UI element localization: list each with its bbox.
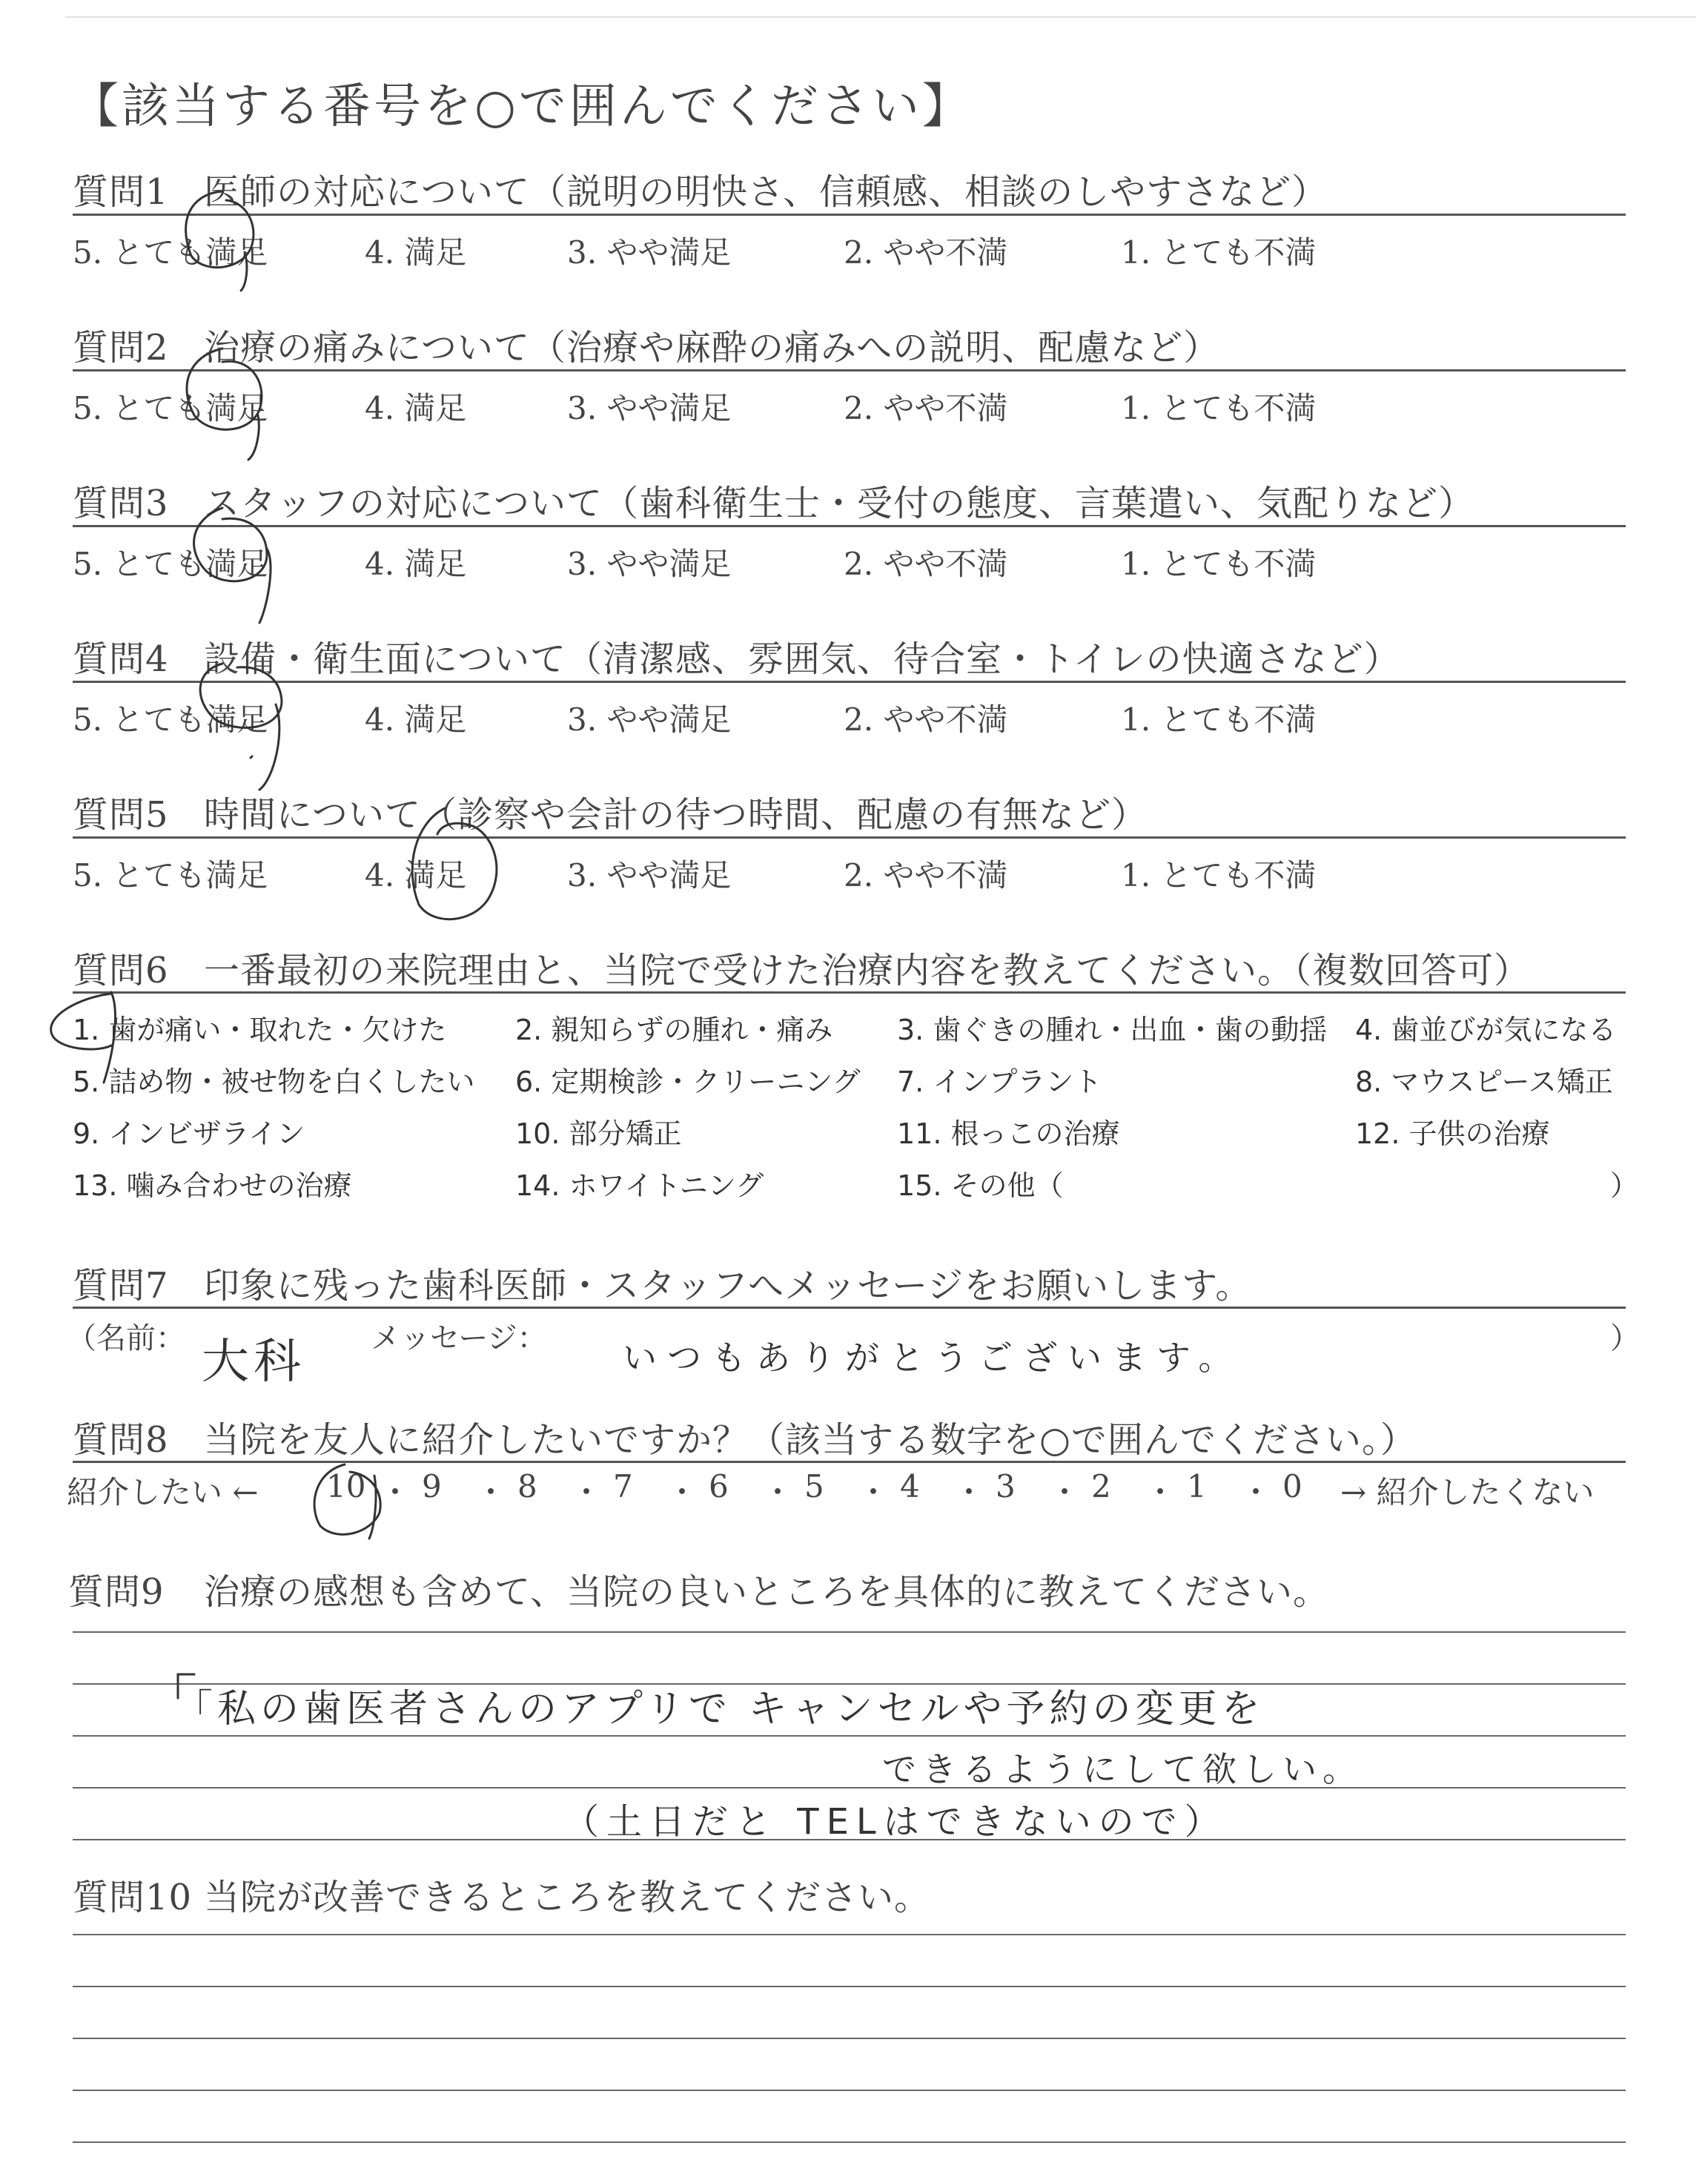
q6-option-1[interactable]: 1. 歯が痛い・取れた・欠けた	[73, 1014, 447, 1046]
form-title: 【該当する番号を○で囲んでください】	[71, 79, 973, 134]
q1-label: 質問1	[73, 171, 169, 213]
q3-option-2[interactable]: 2. やや不満	[844, 546, 1008, 582]
q3-option-4[interactable]: 4. 満足	[365, 546, 467, 582]
q7-text: 印象に残った歯科医師・スタッフへメッセージをお願いします。	[204, 1265, 1252, 1307]
q1-option-2[interactable]: 2. やや不満	[844, 234, 1008, 271]
q6-option-2[interactable]: 2. 親知らずの腫れ・痛み	[515, 1014, 833, 1046]
q6-option-9[interactable]: 9. インビザライン	[73, 1117, 305, 1150]
q8-scale-number[interactable]: 1	[1187, 1468, 1207, 1505]
q8-scale-number[interactable]: 4	[900, 1468, 920, 1505]
q7-name-label: （名前：	[67, 1321, 185, 1355]
q1-option-3[interactable]: 3. やや満足	[567, 234, 732, 271]
q1-text: 医師の対応について（説明の明快さ、信頼感、相談のしやすさなど）	[204, 171, 1328, 213]
q8-scale-number[interactable]: 3	[996, 1468, 1016, 1505]
q3-text: スタッフの対応について（歯科衛生士・受付の態度、言葉遣い、気配りなど）	[204, 483, 1475, 524]
q9-label: 質問9	[68, 1571, 165, 1613]
q3-option-5[interactable]: 5. とても満足	[73, 546, 268, 582]
q6-option-5[interactable]: 5. 詰め物・被せ物を白くしたい	[73, 1066, 475, 1098]
q4-circle-mark	[200, 664, 282, 790]
q7-message-label: メッセージ：	[371, 1321, 547, 1355]
q1-option-5[interactable]: 5. とても満足	[73, 234, 268, 271]
q2-option-3[interactable]: 3. やや満足	[567, 390, 732, 426]
q5-text: 時間について（診察や会計の待つ時間、配慮の有無など）	[204, 794, 1148, 836]
q7-label: 質問7	[73, 1265, 169, 1307]
q4-option-2[interactable]: 2. やや不満	[844, 701, 1008, 738]
q9-handwritten-line-2: できるようにして欲しい。	[882, 1749, 1363, 1789]
q5-option-2[interactable]: 2. やや不満	[844, 857, 1008, 894]
q6-option-11[interactable]: 11. 根っこの治療	[897, 1117, 1120, 1150]
q6-option-6[interactable]: 6. 定期検診・クリーニング	[515, 1066, 861, 1098]
q2-option-5[interactable]: 5. とても満足	[73, 390, 268, 426]
q8-left-label: 紹介したい ←	[67, 1474, 259, 1510]
q1-option-1[interactable]: 1. とても不満	[1121, 234, 1317, 271]
q6-circle-mark	[51, 992, 116, 1083]
q8-right-label: → 紹介したくない	[1340, 1474, 1595, 1510]
q2-text: 治療の痛みについて（治療や麻酔の痛みへの説明、配慮など）	[204, 327, 1220, 369]
q6-label: 質問6	[73, 950, 169, 991]
q8-label: 質問8	[73, 1419, 169, 1461]
q8-scale-number[interactable]: 7	[613, 1468, 633, 1505]
q8-scale-separator-dot: ・	[475, 1474, 507, 1510]
q8-scale-separator-dot: ・	[380, 1474, 411, 1510]
q6-option-15[interactable]: 15. その他（	[897, 1169, 1064, 1202]
q6-text: 一番最初の来院理由と、当院で受けた治療内容を教えてください。（複数回答可）	[204, 950, 1531, 991]
q5-option-5[interactable]: 5. とても満足	[73, 857, 268, 894]
q9-handwritten-line-3: （土日だと TELはできないので）	[563, 1801, 1228, 1843]
q8-scale-separator-dot: ・	[1145, 1474, 1176, 1510]
q9-bracket-mark	[178, 1674, 194, 1698]
q10-label: 質問10	[73, 1877, 193, 1918]
q6-option-7[interactable]: 7. インプラント	[897, 1066, 1102, 1098]
q4-text: 設備・衛生面について（清潔感、雰囲気、待合室・トイレの快適さなど）	[204, 638, 1400, 680]
q8-text: 当院を友人に紹介したいですか？（該当する数字を○で囲んでください。）	[204, 1419, 1417, 1461]
q1-option-4[interactable]: 4. 満足	[365, 234, 467, 271]
q6-option-3[interactable]: 3. 歯ぐきの腫れ・出血・歯の動揺	[897, 1014, 1328, 1046]
q4-option-1[interactable]: 1. とても不満	[1121, 701, 1317, 738]
q8-scale-number[interactable]: 5	[804, 1468, 824, 1505]
q4-option-5[interactable]: 5. とても満足	[73, 701, 268, 738]
q8-scale-separator-dot: ・	[858, 1474, 890, 1510]
q8-scale-number[interactable]: 0	[1282, 1468, 1302, 1505]
q10-text: 当院が改善できるところを教えてください。	[204, 1877, 931, 1918]
q4-label: 質問4	[73, 638, 169, 680]
q8-scale-separator-dot: ・	[1240, 1474, 1272, 1510]
q3-label: 質問3	[73, 483, 169, 524]
q2-option-1[interactable]: 1. とても不満	[1121, 390, 1317, 426]
q9-handwritten-line-1: 「私の歯医者さんのアプリで キャンセルや予約の変更を	[174, 1687, 1265, 1731]
q7-close-paren: ）	[1610, 1321, 1640, 1355]
q4-option-3[interactable]: 3. やや満足	[567, 701, 732, 738]
q8-scale-number[interactable]: 10	[326, 1468, 366, 1505]
q6-other-close-paren: ）	[1610, 1169, 1639, 1202]
q6-option-13[interactable]: 13. 噛み合わせの治療	[73, 1169, 352, 1202]
q2-circle-mark	[187, 349, 262, 460]
q5-label: 質問5	[73, 794, 169, 836]
q5-option-1[interactable]: 1. とても不満	[1121, 857, 1317, 894]
q6-option-10[interactable]: 10. 部分矯正	[515, 1117, 682, 1150]
q2-label: 質問2	[73, 327, 169, 369]
q2-option-4[interactable]: 4. 満足	[365, 390, 467, 426]
q5-option-3[interactable]: 3. やや満足	[567, 857, 732, 894]
q6-option-12[interactable]: 12. 子供の治療	[1355, 1117, 1550, 1150]
q7-handwritten-message: いつもありがとうございます。	[623, 1338, 1243, 1378]
q6-option-14[interactable]: 14. ホワイトニング	[515, 1169, 764, 1202]
q8-scale-separator-dot: ・	[666, 1474, 698, 1510]
q8-scale-number[interactable]: 2	[1091, 1468, 1111, 1505]
q1-circle-mark	[186, 191, 254, 291]
q8-scale-separator-dot: ・	[953, 1474, 985, 1510]
q8-scale-separator-dot: ・	[1049, 1474, 1081, 1510]
q5-circle-mark	[412, 808, 497, 919]
q8-scale-number[interactable]: 6	[709, 1468, 729, 1505]
q2-option-2[interactable]: 2. やや不満	[844, 390, 1008, 426]
q3-option-3[interactable]: 3. やや満足	[567, 546, 732, 582]
q3-circle-mark	[194, 508, 271, 623]
q4-option-4[interactable]: 4. 満足	[365, 701, 467, 738]
q8-scale-separator-dot: ・	[571, 1474, 603, 1510]
q5-option-4[interactable]: 4. 満足	[365, 857, 467, 894]
q6-option-4[interactable]: 4. 歯並びが気になる	[1355, 1014, 1617, 1046]
q8-scale-separator-dot: ・	[762, 1474, 794, 1510]
q8-scale-number[interactable]: 8	[517, 1468, 537, 1505]
q6-option-8[interactable]: 8. マウスピース矯正	[1355, 1066, 1613, 1098]
q7-handwritten-name: 大科	[202, 1335, 305, 1390]
q8-circle-mark	[314, 1464, 380, 1539]
q9-text: 治療の感想も含めて、当院の良いところを具体的に教えてください。	[204, 1571, 1330, 1613]
q8-scale-number[interactable]: 9	[422, 1468, 442, 1505]
q3-option-1[interactable]: 1. とても不満	[1121, 546, 1317, 582]
